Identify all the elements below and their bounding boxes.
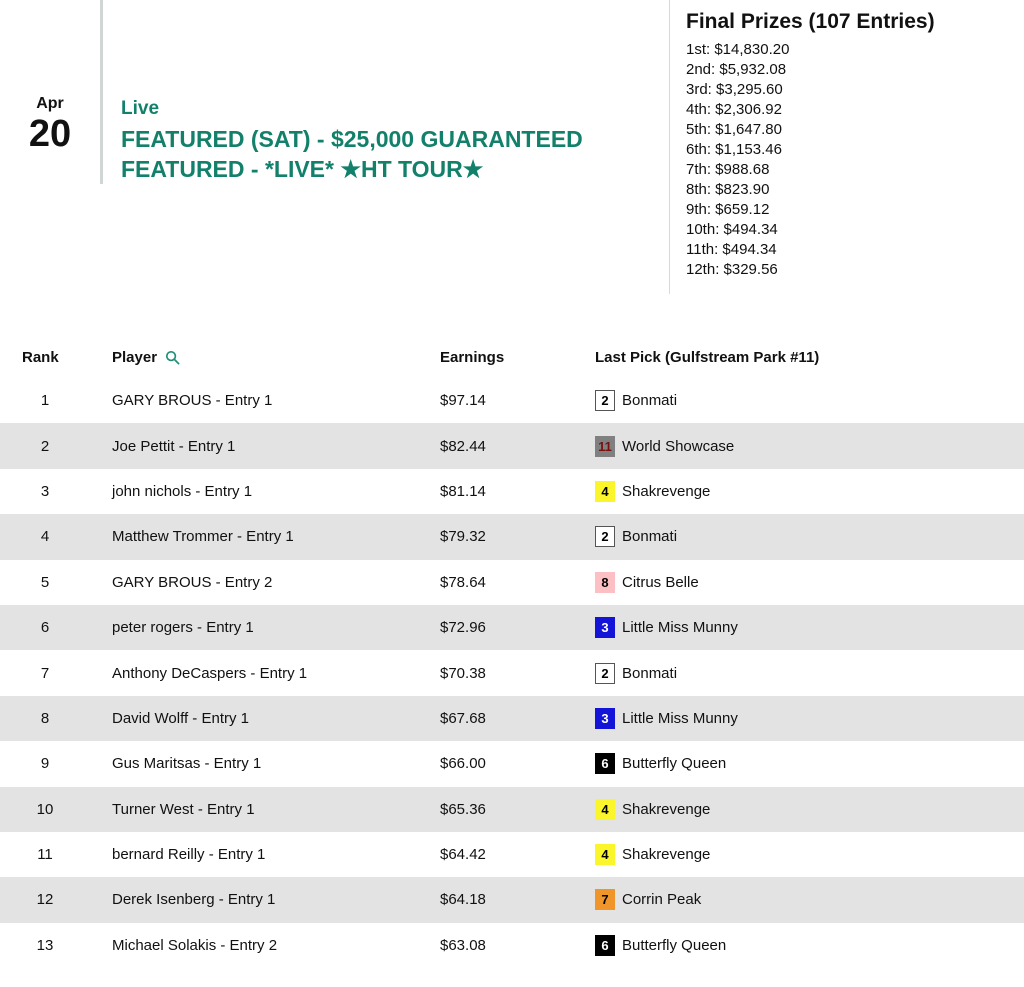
cell-rank: 6 xyxy=(40,619,50,637)
cell-player[interactable]: David Wolff - Entry 1 xyxy=(112,709,249,727)
cell-player[interactable]: GARY BROUS - Entry 1 xyxy=(112,392,273,410)
horse-name: Shakrevenge xyxy=(622,846,711,864)
horse-name: Bonmati xyxy=(622,664,678,682)
cell-last-pick xyxy=(595,390,1024,411)
saddle-cloth-number: 3 xyxy=(595,617,615,638)
cell-rank: 11 xyxy=(37,846,53,864)
table-row[interactable] xyxy=(0,741,1024,786)
cell-rank: 5 xyxy=(40,573,50,591)
table-row[interactable] xyxy=(0,605,1024,650)
cell-rank: 2 xyxy=(40,437,50,455)
table-header-row xyxy=(0,336,1024,378)
cell-earnings: $97.14 xyxy=(440,392,486,410)
cell-player[interactable]: john nichols - Entry 1 xyxy=(112,482,253,500)
saddle-cloth-number: 2 xyxy=(595,526,615,547)
prize-row: 1st: $14,830.20 xyxy=(686,41,790,58)
cell-rank: 3 xyxy=(40,482,50,500)
horse-name: Bonmati xyxy=(622,392,678,410)
final-prizes-panel xyxy=(669,0,1024,294)
cell-earnings: $66.00 xyxy=(440,755,486,773)
horse-name: Butterfly Queen xyxy=(622,936,727,954)
horse-name: World Showcase xyxy=(622,437,735,455)
prize-row: 9th: $659.12 xyxy=(686,201,770,218)
cell-player[interactable]: Turner West - Entry 1 xyxy=(112,800,255,818)
cell-player[interactable]: bernard Reilly - Entry 1 xyxy=(112,846,266,864)
cell-player[interactable]: peter rogers - Entry 1 xyxy=(112,619,254,637)
table-row[interactable] xyxy=(0,423,1024,468)
cell-player[interactable]: Gus Maritsas - Entry 1 xyxy=(112,755,262,773)
event-date-month: Apr xyxy=(36,95,64,112)
saddle-cloth-number: 4 xyxy=(595,844,615,865)
table-row[interactable] xyxy=(0,650,1024,695)
cell-rank: 7 xyxy=(40,664,50,682)
cell-rank: 1 xyxy=(40,392,50,410)
saddle-cloth-number: 6 xyxy=(595,753,615,774)
table-row[interactable] xyxy=(0,787,1024,832)
saddle-cloth-number: 11 xyxy=(595,436,615,457)
prize-row: 3rd: $3,295.60 xyxy=(686,81,783,98)
table-row[interactable] xyxy=(0,514,1024,559)
prize-row: 2nd: $5,932.08 xyxy=(686,61,787,78)
final-prizes-title: Final Prizes (107 Entries) xyxy=(686,10,935,33)
horse-name: Little Miss Munny xyxy=(622,709,738,727)
prize-row: 6th: $1,153.46 xyxy=(686,141,782,158)
prize-row: 12th: $329.56 xyxy=(686,261,778,278)
cell-rank: 8 xyxy=(40,709,50,727)
saddle-cloth-number: 3 xyxy=(595,708,615,729)
prize-row: 7th: $988.68 xyxy=(686,161,770,178)
cell-player[interactable]: Michael Solakis - Entry 2 xyxy=(112,936,278,954)
cell-last-pick xyxy=(595,799,1024,820)
cell-earnings: $65.36 xyxy=(440,800,486,818)
horse-name: Butterfly Queen xyxy=(622,755,727,773)
event-title-line-2: FEATURED - *LIVE* ★HT TOUR★ xyxy=(121,156,484,182)
prize-row: 10th: $494.34 xyxy=(686,221,778,238)
cell-player[interactable]: Anthony DeCaspers - Entry 1 xyxy=(112,664,308,682)
cell-last-pick xyxy=(595,481,1024,502)
event-title-block xyxy=(100,0,657,184)
horse-name: Shakrevenge xyxy=(622,482,711,500)
cell-rank: 12 xyxy=(36,891,54,909)
cell-last-pick xyxy=(595,663,1024,684)
column-header-last-pick: Last Pick (Gulfstream Park #11) xyxy=(595,348,820,366)
horse-name: Citrus Belle xyxy=(622,573,699,591)
cell-player[interactable]: Matthew Trommer - Entry 1 xyxy=(112,528,294,546)
cell-player[interactable]: Derek Isenberg - Entry 1 xyxy=(112,891,276,909)
table-row[interactable] xyxy=(0,560,1024,605)
cell-last-pick xyxy=(595,935,1024,956)
cell-last-pick xyxy=(595,526,1024,547)
search-icon[interactable] xyxy=(165,350,180,365)
cell-last-pick xyxy=(595,436,1024,457)
saddle-cloth-number: 6 xyxy=(595,935,615,956)
cell-earnings: $70.38 xyxy=(440,664,486,682)
prize-row: 11th: $494.34 xyxy=(686,241,777,258)
cell-earnings: $82.44 xyxy=(440,437,486,455)
table-row[interactable] xyxy=(0,469,1024,514)
event-header xyxy=(0,0,1024,300)
horse-name: Shakrevenge xyxy=(622,800,711,818)
table-row[interactable] xyxy=(0,832,1024,877)
saddle-cloth-number: 7 xyxy=(595,889,615,910)
cell-last-pick xyxy=(595,708,1024,729)
cell-last-pick xyxy=(595,844,1024,865)
event-date xyxy=(0,0,100,155)
column-header-rank: Rank xyxy=(22,348,59,366)
cell-last-pick xyxy=(595,617,1024,638)
cell-earnings: $64.18 xyxy=(440,891,486,909)
cell-rank: 10 xyxy=(36,800,54,818)
saddle-cloth-number: 4 xyxy=(595,481,615,502)
cell-player[interactable]: GARY BROUS - Entry 2 xyxy=(112,573,273,591)
cell-earnings: $64.42 xyxy=(440,846,486,864)
leaderboard-table xyxy=(0,336,1024,968)
cell-last-pick xyxy=(595,753,1024,774)
horse-name: Bonmati xyxy=(622,528,678,546)
table-row[interactable] xyxy=(0,877,1024,922)
horse-name: Corrin Peak xyxy=(622,891,702,909)
cell-last-pick xyxy=(595,889,1024,910)
cell-earnings: $67.68 xyxy=(440,709,486,727)
saddle-cloth-number: 8 xyxy=(595,572,615,593)
prize-row: 5th: $1,647.80 xyxy=(686,121,782,138)
event-date-day: 20 xyxy=(28,113,72,155)
status-badge: Live xyxy=(121,98,160,119)
cell-rank: 4 xyxy=(40,528,50,546)
cell-earnings: $81.14 xyxy=(440,482,486,500)
cell-player[interactable]: Joe Pettit - Entry 1 xyxy=(112,437,236,455)
cell-earnings: $79.32 xyxy=(440,528,486,546)
saddle-cloth-number: 4 xyxy=(595,799,615,820)
table-row[interactable] xyxy=(0,378,1024,423)
cell-earnings: $63.08 xyxy=(440,936,486,954)
horse-name: Little Miss Munny xyxy=(622,619,738,637)
column-header-player-label: Player xyxy=(112,348,158,366)
cell-earnings: $78.64 xyxy=(440,573,486,591)
cell-last-pick xyxy=(595,572,1024,593)
saddle-cloth-number: 2 xyxy=(595,663,615,684)
cell-earnings: $72.96 xyxy=(440,619,486,637)
table-body xyxy=(0,378,1024,968)
prize-row: 8th: $823.90 xyxy=(686,181,770,198)
table-row[interactable] xyxy=(0,923,1024,968)
cell-rank: 9 xyxy=(40,755,50,773)
event-title-line-1: FEATURED (SAT) - $25,000 GUARANTEED xyxy=(121,126,583,152)
table-row[interactable] xyxy=(0,696,1024,741)
prize-row: 4th: $2,306.92 xyxy=(686,101,782,118)
saddle-cloth-number: 2 xyxy=(595,390,615,411)
column-header-earnings: Earnings xyxy=(440,348,505,366)
cell-rank: 13 xyxy=(36,936,54,954)
column-header-player xyxy=(90,349,440,366)
